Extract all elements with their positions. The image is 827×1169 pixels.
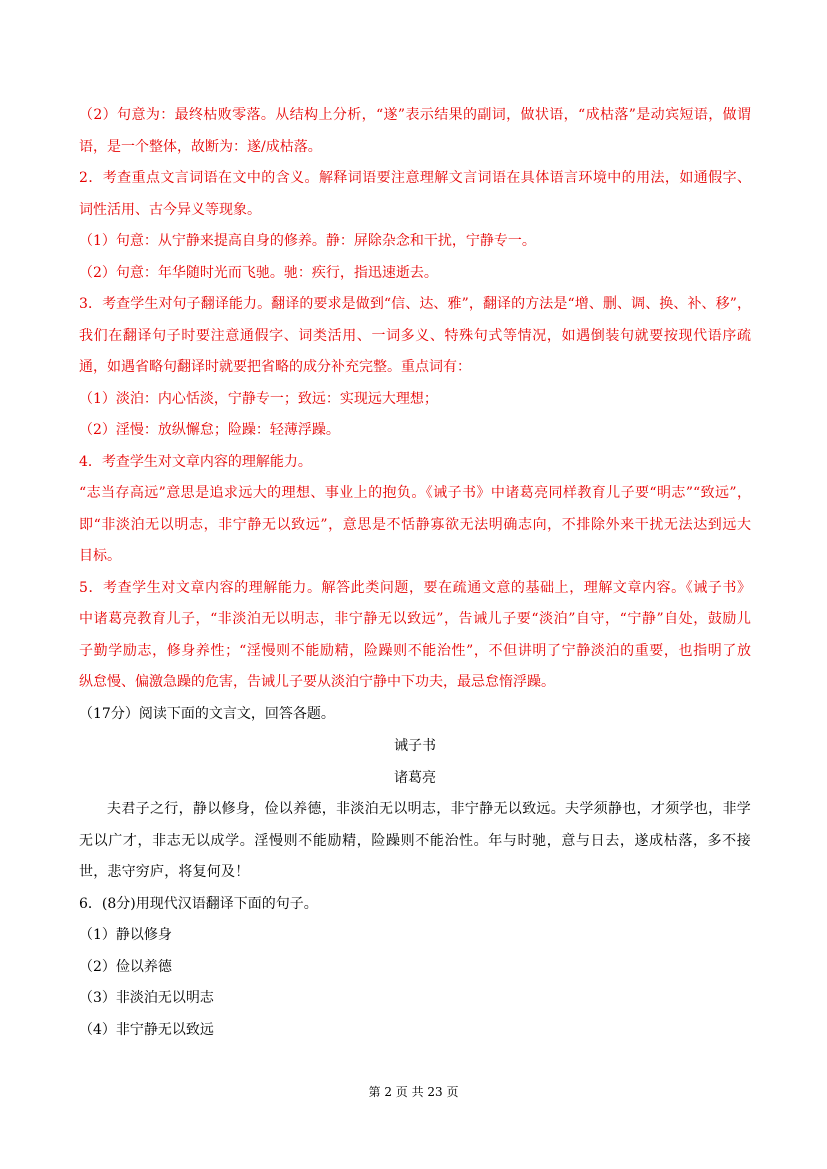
answer-line: 纵怠慢、偏激急躁的危害，告诫儿子要从淡泊宁静中下功夫，最忌怠惰浮躁。 — [79, 674, 555, 690]
answer-line: 中诸葛亮教育儿子，“非淡泊无以明志，非宁静无以致远”，告诫儿子要“淡泊”自守，“宁静”自处，鼓励儿 — [79, 611, 751, 627]
answer-line: （1）淡泊：内心恬淡，宁静专一；致远：实现远大理想； — [79, 390, 438, 407]
answer-line: 目标。 — [79, 548, 121, 564]
answer-line: 子勤学励志，修身养性；“淫慢则不能励精，险躁则不能治性”，不但讲明了宁静淡泊的重要，也指明了放 — [79, 642, 751, 659]
answer-line: （2）句意为：最终枯败零落。从结构上分析，“遂”表示结果的副词，做状语，“成枯落”是动宾短语，做谓 — [79, 107, 751, 123]
question-6-stem: 6．(8分)用现代汉语翻译下面的句子。 — [79, 895, 318, 912]
answer-line: 即“非淡泊无以明志，非宁静无以致远”，意思是不恬静寡欲无法明确志向，不排除外来干扰无法达到远大 — [79, 516, 751, 533]
answer-line: 5．考查学生对文章内容的理解能力。解答此类问题，要在疏通文意的基础上，理解文章内容。《诫子书》 — [79, 579, 751, 596]
answer-line: 语，是一个整体，故断为：遂/成枯落。 — [79, 138, 322, 155]
question-6-item-2: （2）俭以养德 — [79, 958, 172, 975]
answer-line: 4．考查学生对文章内容的理解能力。 — [79, 453, 312, 470]
answer-line: （2）淫慢：放纵懈怠；险躁：轻薄浮躁。 — [79, 422, 340, 438]
page-footer: 第 2 页 共 23 页 — [368, 1085, 459, 1099]
passage-author: 诸葛亮 — [394, 770, 436, 786]
passage-text: 夫君子之行，静以修身，俭以养德，非淡泊无以明志，非宁静无以致远。夫学须静也，才须学也，非学无以广才，非志无以成学。淫慢则不能励精，险躁则不能治性。年与时驰，意与日去，遂成枯落，多不接世，悲守穷庐，将复何及！ — [79, 801, 751, 880]
document-page — [79, 100, 751, 1046]
passage-title: 诫子书 — [394, 738, 436, 754]
answer-line: 2．考查重点文言词语在文中的含义。解释词语要注意理解文言词语在具体语言环境中的用法，如通假字、 — [79, 170, 751, 186]
question-6-item-3: （3）非淡泊无以明志 — [79, 990, 214, 1006]
answer-line: 3．考查学生对句子翻译能力。翻译的要求是做到“信、达、雅”，翻译的方法是“增、删、调、换、补、移”， — [79, 296, 751, 312]
answer-line: “志当存高远”意思是追求远大的理想、事业上的抱负。《诫子书》中诸葛亮同样教育儿子要“明志”“致远”， — [79, 485, 751, 501]
answer-line: 我们在翻译句子时要注意通假字、词类活用、一词多义、特殊句式等情况，如遇倒装句就要按现代语序疏 — [79, 327, 751, 344]
answer-line: 词性活用、古今异义等现象。 — [79, 201, 261, 218]
answer-line: （1）句意：从宁静来提高自身的修养。静：屏除杂念和干扰，宁静专一。 — [79, 233, 536, 249]
question-intro: （17分）阅读下面的文言文，回答各题。 — [79, 705, 335, 722]
answer-line: 通，如遇省略句翻译时就要把省略的成分补充完整。重点词有： — [79, 359, 471, 375]
answer-line: （2）句意：年华随时光而飞驰。驰：疾行，指迅速逝去。 — [79, 264, 438, 281]
question-6-item-1: （1）静以修身 — [79, 927, 172, 943]
question-6-item-4: （4）非宁静无以致远 — [79, 1021, 214, 1038]
